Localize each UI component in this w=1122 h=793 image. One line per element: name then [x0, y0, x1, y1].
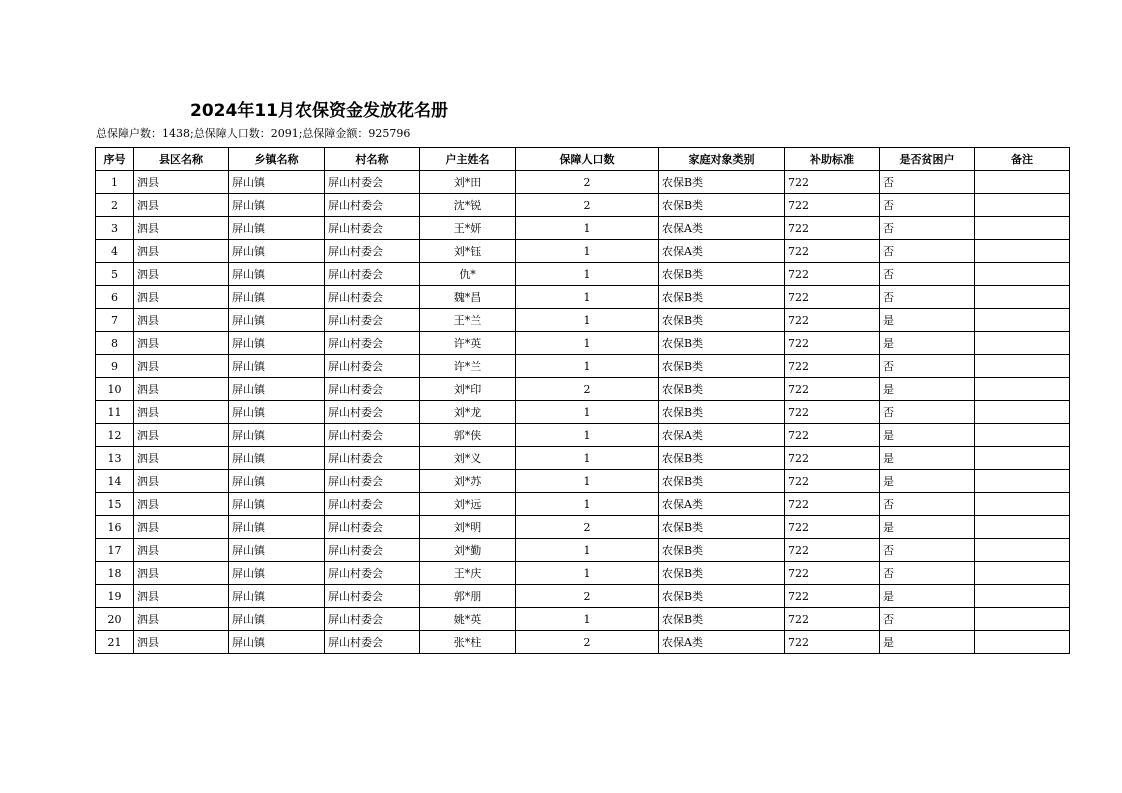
cell-subsidy-standard: 722: [785, 539, 880, 562]
cell-village: 屏山村委会: [325, 217, 420, 240]
cell-serial: 1: [96, 171, 134, 194]
cell-poverty-status: 是: [880, 585, 975, 608]
cell-subsidy-standard: 722: [785, 608, 880, 631]
cell-town: 屏山镇: [229, 240, 325, 263]
cell-family-category: 农保B类: [659, 447, 785, 470]
cell-serial: 14: [96, 470, 134, 493]
cell-remarks: [975, 424, 1070, 447]
cell-family-category: 农保B类: [659, 286, 785, 309]
cell-county: 泗县: [134, 240, 229, 263]
cell-county: 泗县: [134, 631, 229, 654]
cell-subsidy-standard: 722: [785, 401, 880, 424]
cell-covered-persons: 1: [516, 424, 659, 447]
cell-poverty-status: 是: [880, 447, 975, 470]
cell-householder: 郭*朋: [420, 585, 516, 608]
cell-village: 屏山村委会: [325, 608, 420, 631]
cell-covered-persons: 1: [516, 562, 659, 585]
cell-family-category: 农保B类: [659, 378, 785, 401]
cell-serial: 7: [96, 309, 134, 332]
cell-poverty-status: 否: [880, 171, 975, 194]
cell-family-category: 农保B类: [659, 332, 785, 355]
cell-serial: 11: [96, 401, 134, 424]
cell-county: 泗县: [134, 424, 229, 447]
cell-poverty-status: 是: [880, 332, 975, 355]
cell-town: 屏山镇: [229, 585, 325, 608]
cell-county: 泗县: [134, 355, 229, 378]
cell-poverty-status: 否: [880, 608, 975, 631]
cell-householder: 刘*钰: [420, 240, 516, 263]
header-covered-persons: 保障人口数: [516, 148, 659, 171]
cell-serial: 12: [96, 424, 134, 447]
cell-county: 泗县: [134, 585, 229, 608]
cell-village: 屏山村委会: [325, 194, 420, 217]
table-row: [96, 286, 1070, 309]
cell-poverty-status: 是: [880, 424, 975, 447]
cell-family-category: 农保A类: [659, 217, 785, 240]
cell-householder: 魏*昌: [420, 286, 516, 309]
cell-county: 泗县: [134, 493, 229, 516]
cell-family-category: 农保A类: [659, 424, 785, 447]
cell-covered-persons: 1: [516, 332, 659, 355]
cell-village: 屏山村委会: [325, 516, 420, 539]
cell-householder: 许*兰: [420, 355, 516, 378]
cell-county: 泗县: [134, 562, 229, 585]
header-serial: 序号: [96, 148, 134, 171]
cell-serial: 18: [96, 562, 134, 585]
cell-subsidy-standard: 722: [785, 171, 880, 194]
cell-remarks: [975, 539, 1070, 562]
cell-covered-persons: 1: [516, 493, 659, 516]
cell-householder: 许*英: [420, 332, 516, 355]
header-county: 县区名称: [134, 148, 229, 171]
cell-county: 泗县: [134, 217, 229, 240]
cell-householder: 刘*龙: [420, 401, 516, 424]
document-title: 2024年11月农保资金发放花名册: [190, 101, 448, 121]
cell-poverty-status: 否: [880, 286, 975, 309]
table-row: [96, 539, 1070, 562]
cell-village: 屏山村委会: [325, 470, 420, 493]
cell-county: 泗县: [134, 539, 229, 562]
cell-county: 泗县: [134, 171, 229, 194]
cell-county: 泗县: [134, 470, 229, 493]
cell-remarks: [975, 217, 1070, 240]
cell-householder: 仇*: [420, 263, 516, 286]
cell-remarks: [975, 378, 1070, 401]
cell-county: 泗县: [134, 447, 229, 470]
cell-family-category: 农保B类: [659, 263, 785, 286]
cell-village: 屏山村委会: [325, 332, 420, 355]
cell-town: 屏山镇: [229, 263, 325, 286]
cell-serial: 13: [96, 447, 134, 470]
cell-county: 泗县: [134, 263, 229, 286]
table-row: [96, 171, 1070, 194]
cell-covered-persons: 1: [516, 447, 659, 470]
cell-town: 屏山镇: [229, 401, 325, 424]
cell-householder: 刘*明: [420, 516, 516, 539]
table-row: [96, 355, 1070, 378]
table-row: [96, 217, 1070, 240]
cell-poverty-status: 是: [880, 631, 975, 654]
cell-covered-persons: 1: [516, 608, 659, 631]
cell-village: 屏山村委会: [325, 240, 420, 263]
table-row: [96, 470, 1070, 493]
cell-family-category: 农保B类: [659, 401, 785, 424]
summary-line: 总保障户数：1438;总保障人口数：2091;总保障金额：925796: [96, 127, 411, 140]
cell-householder: 郭*侠: [420, 424, 516, 447]
cell-family-category: 农保B类: [659, 585, 785, 608]
header-family-category: 家庭对象类别: [659, 148, 785, 171]
cell-village: 屏山村委会: [325, 171, 420, 194]
cell-town: 屏山镇: [229, 470, 325, 493]
table-body: [96, 171, 1070, 654]
cell-householder: 刘*苏: [420, 470, 516, 493]
cell-poverty-status: 是: [880, 378, 975, 401]
table-row: [96, 424, 1070, 447]
cell-serial: 6: [96, 286, 134, 309]
cell-county: 泗县: [134, 309, 229, 332]
cell-covered-persons: 1: [516, 263, 659, 286]
table-row: [96, 516, 1070, 539]
cell-poverty-status: 是: [880, 470, 975, 493]
cell-covered-persons: 2: [516, 194, 659, 217]
cell-householder: 沈*锐: [420, 194, 516, 217]
cell-village: 屏山村委会: [325, 447, 420, 470]
cell-subsidy-standard: 722: [785, 240, 880, 263]
cell-village: 屏山村委会: [325, 401, 420, 424]
cell-family-category: 农保B类: [659, 516, 785, 539]
cell-serial: 19: [96, 585, 134, 608]
cell-serial: 9: [96, 355, 134, 378]
cell-family-category: 农保B类: [659, 309, 785, 332]
table-row: [96, 631, 1070, 654]
cell-serial: 5: [96, 263, 134, 286]
cell-remarks: [975, 493, 1070, 516]
table-row: [96, 585, 1070, 608]
cell-serial: 15: [96, 493, 134, 516]
cell-subsidy-standard: 722: [785, 585, 880, 608]
cell-family-category: 农保B类: [659, 470, 785, 493]
cell-covered-persons: 1: [516, 286, 659, 309]
cell-remarks: [975, 585, 1070, 608]
cell-subsidy-standard: 722: [785, 263, 880, 286]
cell-village: 屏山村委会: [325, 263, 420, 286]
cell-poverty-status: 否: [880, 401, 975, 424]
cell-subsidy-standard: 722: [785, 631, 880, 654]
cell-village: 屏山村委会: [325, 355, 420, 378]
cell-remarks: [975, 171, 1070, 194]
header-householder: 户主姓名: [420, 148, 516, 171]
cell-householder: 刘*义: [420, 447, 516, 470]
cell-serial: 21: [96, 631, 134, 654]
cell-village: 屏山村委会: [325, 562, 420, 585]
cell-subsidy-standard: 722: [785, 309, 880, 332]
cell-poverty-status: 否: [880, 562, 975, 585]
cell-remarks: [975, 608, 1070, 631]
cell-subsidy-standard: 722: [785, 562, 880, 585]
header-village: 村名称: [325, 148, 420, 171]
cell-town: 屏山镇: [229, 194, 325, 217]
cell-remarks: [975, 631, 1070, 654]
table-row: [96, 493, 1070, 516]
cell-covered-persons: 1: [516, 539, 659, 562]
cell-village: 屏山村委会: [325, 631, 420, 654]
cell-householder: 刘*勤: [420, 539, 516, 562]
table-row: [96, 240, 1070, 263]
cell-village: 屏山村委会: [325, 585, 420, 608]
table-row: [96, 608, 1070, 631]
cell-householder: 姚*英: [420, 608, 516, 631]
cell-family-category: 农保A类: [659, 631, 785, 654]
cell-covered-persons: 2: [516, 585, 659, 608]
cell-covered-persons: 2: [516, 378, 659, 401]
cell-poverty-status: 否: [880, 263, 975, 286]
cell-serial: 3: [96, 217, 134, 240]
cell-poverty-status: 否: [880, 217, 975, 240]
cell-householder: 王*兰: [420, 309, 516, 332]
cell-serial: 17: [96, 539, 134, 562]
cell-serial: 4: [96, 240, 134, 263]
cell-covered-persons: 1: [516, 470, 659, 493]
cell-subsidy-standard: 722: [785, 378, 880, 401]
table-row: [96, 309, 1070, 332]
cell-subsidy-standard: 722: [785, 516, 880, 539]
cell-poverty-status: 否: [880, 355, 975, 378]
header-town: 乡镇名称: [229, 148, 325, 171]
cell-town: 屏山镇: [229, 332, 325, 355]
cell-village: 屏山村委会: [325, 539, 420, 562]
cell-serial: 2: [96, 194, 134, 217]
header-subsidy-standard: 补助标准: [785, 148, 880, 171]
cell-family-category: 农保B类: [659, 539, 785, 562]
cell-poverty-status: 否: [880, 240, 975, 263]
cell-county: 泗县: [134, 332, 229, 355]
cell-poverty-status: 是: [880, 309, 975, 332]
cell-family-category: 农保B类: [659, 171, 785, 194]
cell-poverty-status: 是: [880, 516, 975, 539]
cell-remarks: [975, 516, 1070, 539]
cell-subsidy-standard: 722: [785, 424, 880, 447]
cell-county: 泗县: [134, 378, 229, 401]
cell-remarks: [975, 355, 1070, 378]
cell-family-category: 农保A类: [659, 240, 785, 263]
cell-covered-persons: 1: [516, 355, 659, 378]
table-row: [96, 378, 1070, 401]
cell-town: 屏山镇: [229, 217, 325, 240]
cell-subsidy-standard: 722: [785, 493, 880, 516]
cell-householder: 张*柱: [420, 631, 516, 654]
cell-town: 屏山镇: [229, 309, 325, 332]
cell-poverty-status: 否: [880, 493, 975, 516]
header-remarks: 备注: [975, 148, 1070, 171]
cell-town: 屏山镇: [229, 355, 325, 378]
table-row: [96, 194, 1070, 217]
cell-covered-persons: 1: [516, 217, 659, 240]
cell-remarks: [975, 309, 1070, 332]
cell-family-category: 农保B类: [659, 355, 785, 378]
cell-town: 屏山镇: [229, 608, 325, 631]
cell-village: 屏山村委会: [325, 286, 420, 309]
cell-householder: 刘*田: [420, 171, 516, 194]
cell-serial: 8: [96, 332, 134, 355]
cell-town: 屏山镇: [229, 447, 325, 470]
cell-remarks: [975, 562, 1070, 585]
cell-covered-persons: 2: [516, 516, 659, 539]
cell-town: 屏山镇: [229, 424, 325, 447]
cell-town: 屏山镇: [229, 171, 325, 194]
cell-village: 屏山村委会: [325, 493, 420, 516]
table-row: [96, 401, 1070, 424]
cell-covered-persons: 1: [516, 401, 659, 424]
cell-subsidy-standard: 722: [785, 447, 880, 470]
cell-remarks: [975, 447, 1070, 470]
cell-town: 屏山镇: [229, 631, 325, 654]
cell-remarks: [975, 263, 1070, 286]
cell-remarks: [975, 470, 1070, 493]
cell-householder: 王*庆: [420, 562, 516, 585]
cell-covered-persons: 2: [516, 631, 659, 654]
cell-subsidy-standard: 722: [785, 194, 880, 217]
cell-county: 泗县: [134, 608, 229, 631]
table-header-row: [96, 148, 1070, 171]
cell-family-category: 农保B类: [659, 194, 785, 217]
table-row: [96, 447, 1070, 470]
cell-poverty-status: 否: [880, 539, 975, 562]
cell-subsidy-standard: 722: [785, 332, 880, 355]
cell-family-category: 农保B类: [659, 562, 785, 585]
cell-remarks: [975, 286, 1070, 309]
cell-householder: 刘*印: [420, 378, 516, 401]
cell-householder: 刘*远: [420, 493, 516, 516]
cell-householder: 王*妍: [420, 217, 516, 240]
cell-county: 泗县: [134, 194, 229, 217]
cell-covered-persons: 1: [516, 309, 659, 332]
cell-covered-persons: 1: [516, 240, 659, 263]
cell-subsidy-standard: 722: [785, 355, 880, 378]
cell-village: 屏山村委会: [325, 378, 420, 401]
cell-remarks: [975, 240, 1070, 263]
cell-covered-persons: 2: [516, 171, 659, 194]
cell-town: 屏山镇: [229, 539, 325, 562]
header-poverty-status: 是否贫困户: [880, 148, 975, 171]
cell-county: 泗县: [134, 516, 229, 539]
cell-subsidy-standard: 722: [785, 217, 880, 240]
cell-poverty-status: 否: [880, 194, 975, 217]
table-row: [96, 263, 1070, 286]
cell-serial: 10: [96, 378, 134, 401]
cell-county: 泗县: [134, 401, 229, 424]
cell-town: 屏山镇: [229, 493, 325, 516]
cell-family-category: 农保A类: [659, 493, 785, 516]
cell-subsidy-standard: 722: [785, 470, 880, 493]
cell-county: 泗县: [134, 286, 229, 309]
cell-town: 屏山镇: [229, 286, 325, 309]
cell-subsidy-standard: 722: [785, 286, 880, 309]
cell-village: 屏山村委会: [325, 309, 420, 332]
cell-family-category: 农保B类: [659, 608, 785, 631]
cell-remarks: [975, 332, 1070, 355]
cell-remarks: [975, 401, 1070, 424]
cell-serial: 20: [96, 608, 134, 631]
cell-town: 屏山镇: [229, 378, 325, 401]
cell-remarks: [975, 194, 1070, 217]
cell-town: 屏山镇: [229, 516, 325, 539]
table-row: [96, 562, 1070, 585]
table-row: [96, 332, 1070, 355]
cell-town: 屏山镇: [229, 562, 325, 585]
cell-village: 屏山村委会: [325, 424, 420, 447]
cell-serial: 16: [96, 516, 134, 539]
roster-table: [95, 147, 1070, 654]
